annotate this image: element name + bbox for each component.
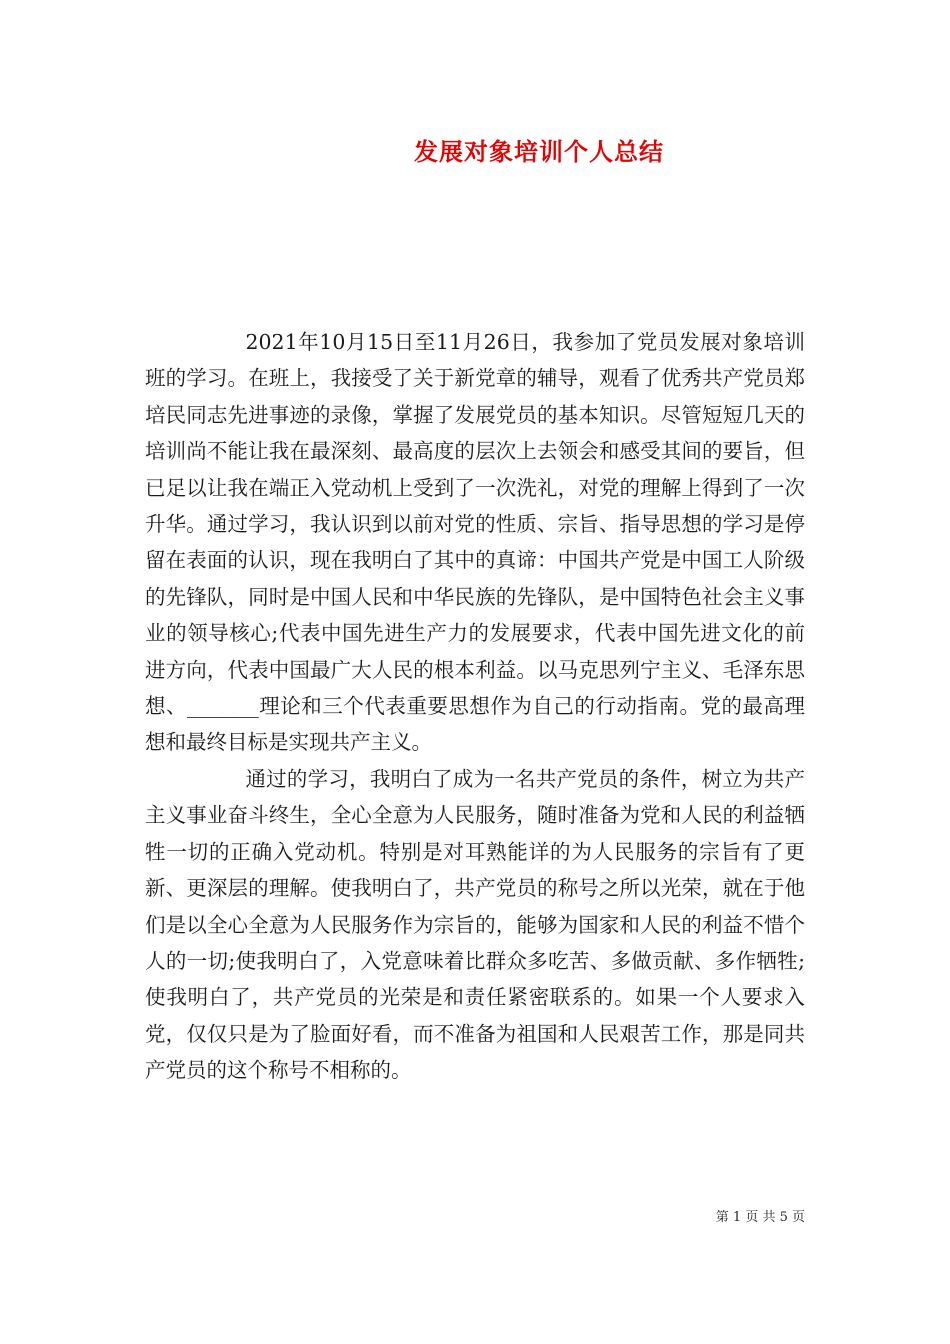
paragraph-2: 通过的学习，我明白了成为一名共产党员的条件，树立为共产主义事业奋斗终生，全心全意为人民服务，随时准备为党和人民的利益牺牲一切的正确入党动机。特别是对耳熟能详的为人民服务的宗旨有了更新、更深层的理解。使我明白了，共产党员的称号之所以光荣，就在于他们是以全心全意为人民服务作为宗旨的，能够为国家和人民的利益不惜个人的一切;使我明白了，入党意味着比群众多吃苦、多做贡献、多作牺牲;使我明白了，共产党员的光荣是和责任紧密联系的。如果一个人要求入党，仅仅只是为了脸面好看，而不准备为祖国和人民艰苦工作，那是同共产党员的这个称号不相称的。 <box>145 766 805 1083</box>
document-title: 发展对象培训个人总结 <box>414 137 664 166</box>
page-number-footer: 第 1 页 共 5 页 <box>715 1210 805 1225</box>
paragraph-1: 2021年10月15日至11月26日，我参加了党员发展对象培训班的学习。在班上，我接受了关于新党章的辅导，观看了优秀共产党员郑培民同志先进事迹的录像，掌握了发展党员的基本知识。尽管短短几天的培训尚不能让我在最深刻、最高度的层次上去领会和感受其间的要旨，但已足以让我在端正入党动机上受到了一次洗礼，对党的理解上得到了一次升华。通过学习，我认识到以前对党的性质、宗旨、指导思想的学习是停留在表面的认识，现在我明白了其中的真谛：中国共产党是中国工人阶级的先锋队，同时是中国人民和中华民族的先锋队，是中国特色社会主义事业的领导核心;代表中国先进生产力的发展要求，代表中国先进文化的前进方向，代表中国最广大人民的根本利益。以马克思列宁主义、毛泽东思想、_______理论和三个代表重要思想作为自己的行动指南。党的最高理想和最终目标是实现共产主义。 <box>145 330 805 755</box>
document-body <box>145 324 805 1089</box>
